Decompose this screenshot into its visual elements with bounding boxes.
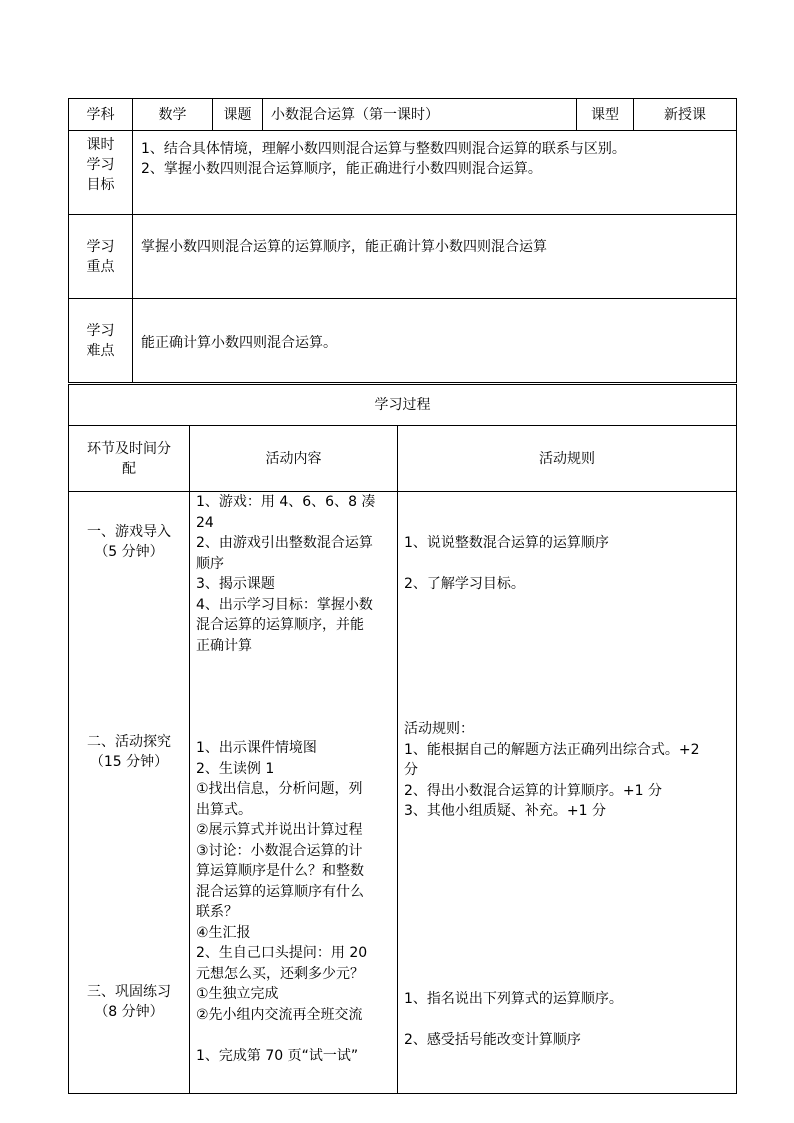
process-body-row: [69, 492, 737, 1094]
stage-cell: [69, 492, 190, 1094]
rule-line: 1、能根据自己的解题方法正确列出综合式。+2: [404, 741, 700, 758]
rule-line: 1、指名说出下列算式的运算顺序。: [404, 991, 623, 1007]
objectives-label: 课时 学习 目标: [69, 131, 133, 215]
stage-3: 三、巩固练习 （8 分钟）: [87, 984, 171, 1020]
activity-line: 4、出示学习目标：掌握小数: [196, 596, 373, 613]
activity-line: 正确计算: [196, 637, 252, 654]
activity-line: 2、由游戏引出整数混合运算: [196, 535, 373, 551]
topic-label: 课题: [213, 99, 263, 131]
activity-line: 混合运算的运算顺序有什么: [196, 883, 364, 900]
header-row: [69, 99, 737, 131]
objective-line: 1、结合具体情境，理解小数四则混合运算与整数四则混合运算的联系与区别。: [141, 141, 626, 157]
activity-line: 1、游戏：用 4、6、6、8 凑: [196, 494, 376, 510]
key-points-row: [69, 215, 737, 299]
process-table: [68, 384, 737, 1094]
rules-column-header: 活动规则: [398, 426, 737, 492]
rule-line: 分: [404, 762, 418, 778]
rules-cell: [398, 492, 737, 1094]
key-points-text: 掌握小数四则混合运算的运算顺序，能正确计算小数四则混合运算: [133, 215, 737, 299]
activity-line: 2、生自己口头提问：用 20: [196, 945, 368, 961]
rule-line: 1、说说整数混合运算的运算顺序: [404, 535, 609, 551]
rules-section-2: [404, 719, 732, 822]
type-value: 新授课: [634, 99, 737, 131]
activity-line: [196, 697, 393, 718]
activity-line: 1、出示课件情境图: [196, 740, 317, 756]
activity-line: 混合运算的运算顺序，并能: [196, 617, 364, 633]
activity-line: 顺序: [196, 555, 224, 572]
objectives-row: [69, 131, 737, 215]
subject-label: 学科: [69, 99, 133, 131]
rule-line: [404, 554, 732, 575]
difficulties-text: 能正确计算小数四则混合运算。: [133, 299, 737, 383]
activity-line: 1、完成第 70 页“试一试”: [196, 1047, 359, 1064]
stage-2: 二、活动探究 （15 分钟）: [87, 734, 171, 770]
activity-line: [196, 718, 393, 739]
activity-line: ②先小组内交流再全班交流: [196, 1006, 363, 1023]
activity-line: [196, 656, 393, 677]
stage-column-header: 环节及时间分 配: [69, 426, 190, 492]
activity-cell: [190, 492, 398, 1094]
activity-line: 算运算顺序是什么？和整数: [196, 863, 364, 879]
key-points-label: 学习 重点: [69, 215, 133, 299]
activity-column-header: 活动内容: [190, 426, 398, 492]
activity-line: 2、生读例 1: [196, 760, 275, 777]
activity-list: [196, 492, 393, 1066]
rule-line: [404, 1010, 732, 1031]
activity-line: ④生汇报: [196, 924, 251, 941]
stage-1: 一、游戏导入 （5 分钟）: [87, 524, 171, 560]
activity-line: 24: [196, 514, 214, 531]
activity-line: [196, 677, 393, 698]
rule-line: 2、得出小数混合运算的计算顺序。+1 分: [404, 782, 662, 799]
activity-line: 联系？: [196, 904, 238, 920]
lesson-info-table: [68, 98, 737, 383]
activity-line: ②展示算式并说出计算过程: [196, 822, 363, 838]
difficulties-label: 学习 难点: [69, 299, 133, 383]
activity-line: 3、揭示课题: [196, 576, 275, 592]
difficulties-row: [69, 299, 737, 383]
activity-line: 出算式。: [196, 801, 252, 818]
activity-line: ③讨论：小数混合运算的计: [196, 842, 363, 859]
column-header-row: [69, 426, 737, 492]
subject-value: 数学: [133, 99, 213, 131]
rule-line: 活动规则：: [404, 721, 474, 737]
activity-line: ①找出信息，分析问题，列: [196, 781, 363, 797]
type-label: 课型: [577, 99, 634, 131]
activity-line: ①生独立完成: [196, 986, 279, 1002]
process-title: 学习过程: [69, 385, 737, 426]
rules-section-1: [404, 533, 732, 595]
rule-line: 2、了解学习目标。: [404, 576, 525, 592]
objectives-content: [133, 131, 737, 215]
rule-line: 2、感受括号能改变计算顺序: [404, 1032, 581, 1048]
topic-value: 小数混合运算（第一课时）: [263, 99, 577, 131]
activity-line: [196, 1025, 393, 1046]
rule-line: 3、其他小组质疑、补充。+1 分: [404, 803, 606, 819]
objective-line: 2、掌握小数四则混合运算顺序，能正确进行小数四则混合运算。: [141, 161, 542, 177]
activity-line: 元想怎么买，还剩多少元？: [196, 965, 364, 982]
rules-section-3: [404, 989, 732, 1051]
process-title-row: [69, 385, 737, 426]
